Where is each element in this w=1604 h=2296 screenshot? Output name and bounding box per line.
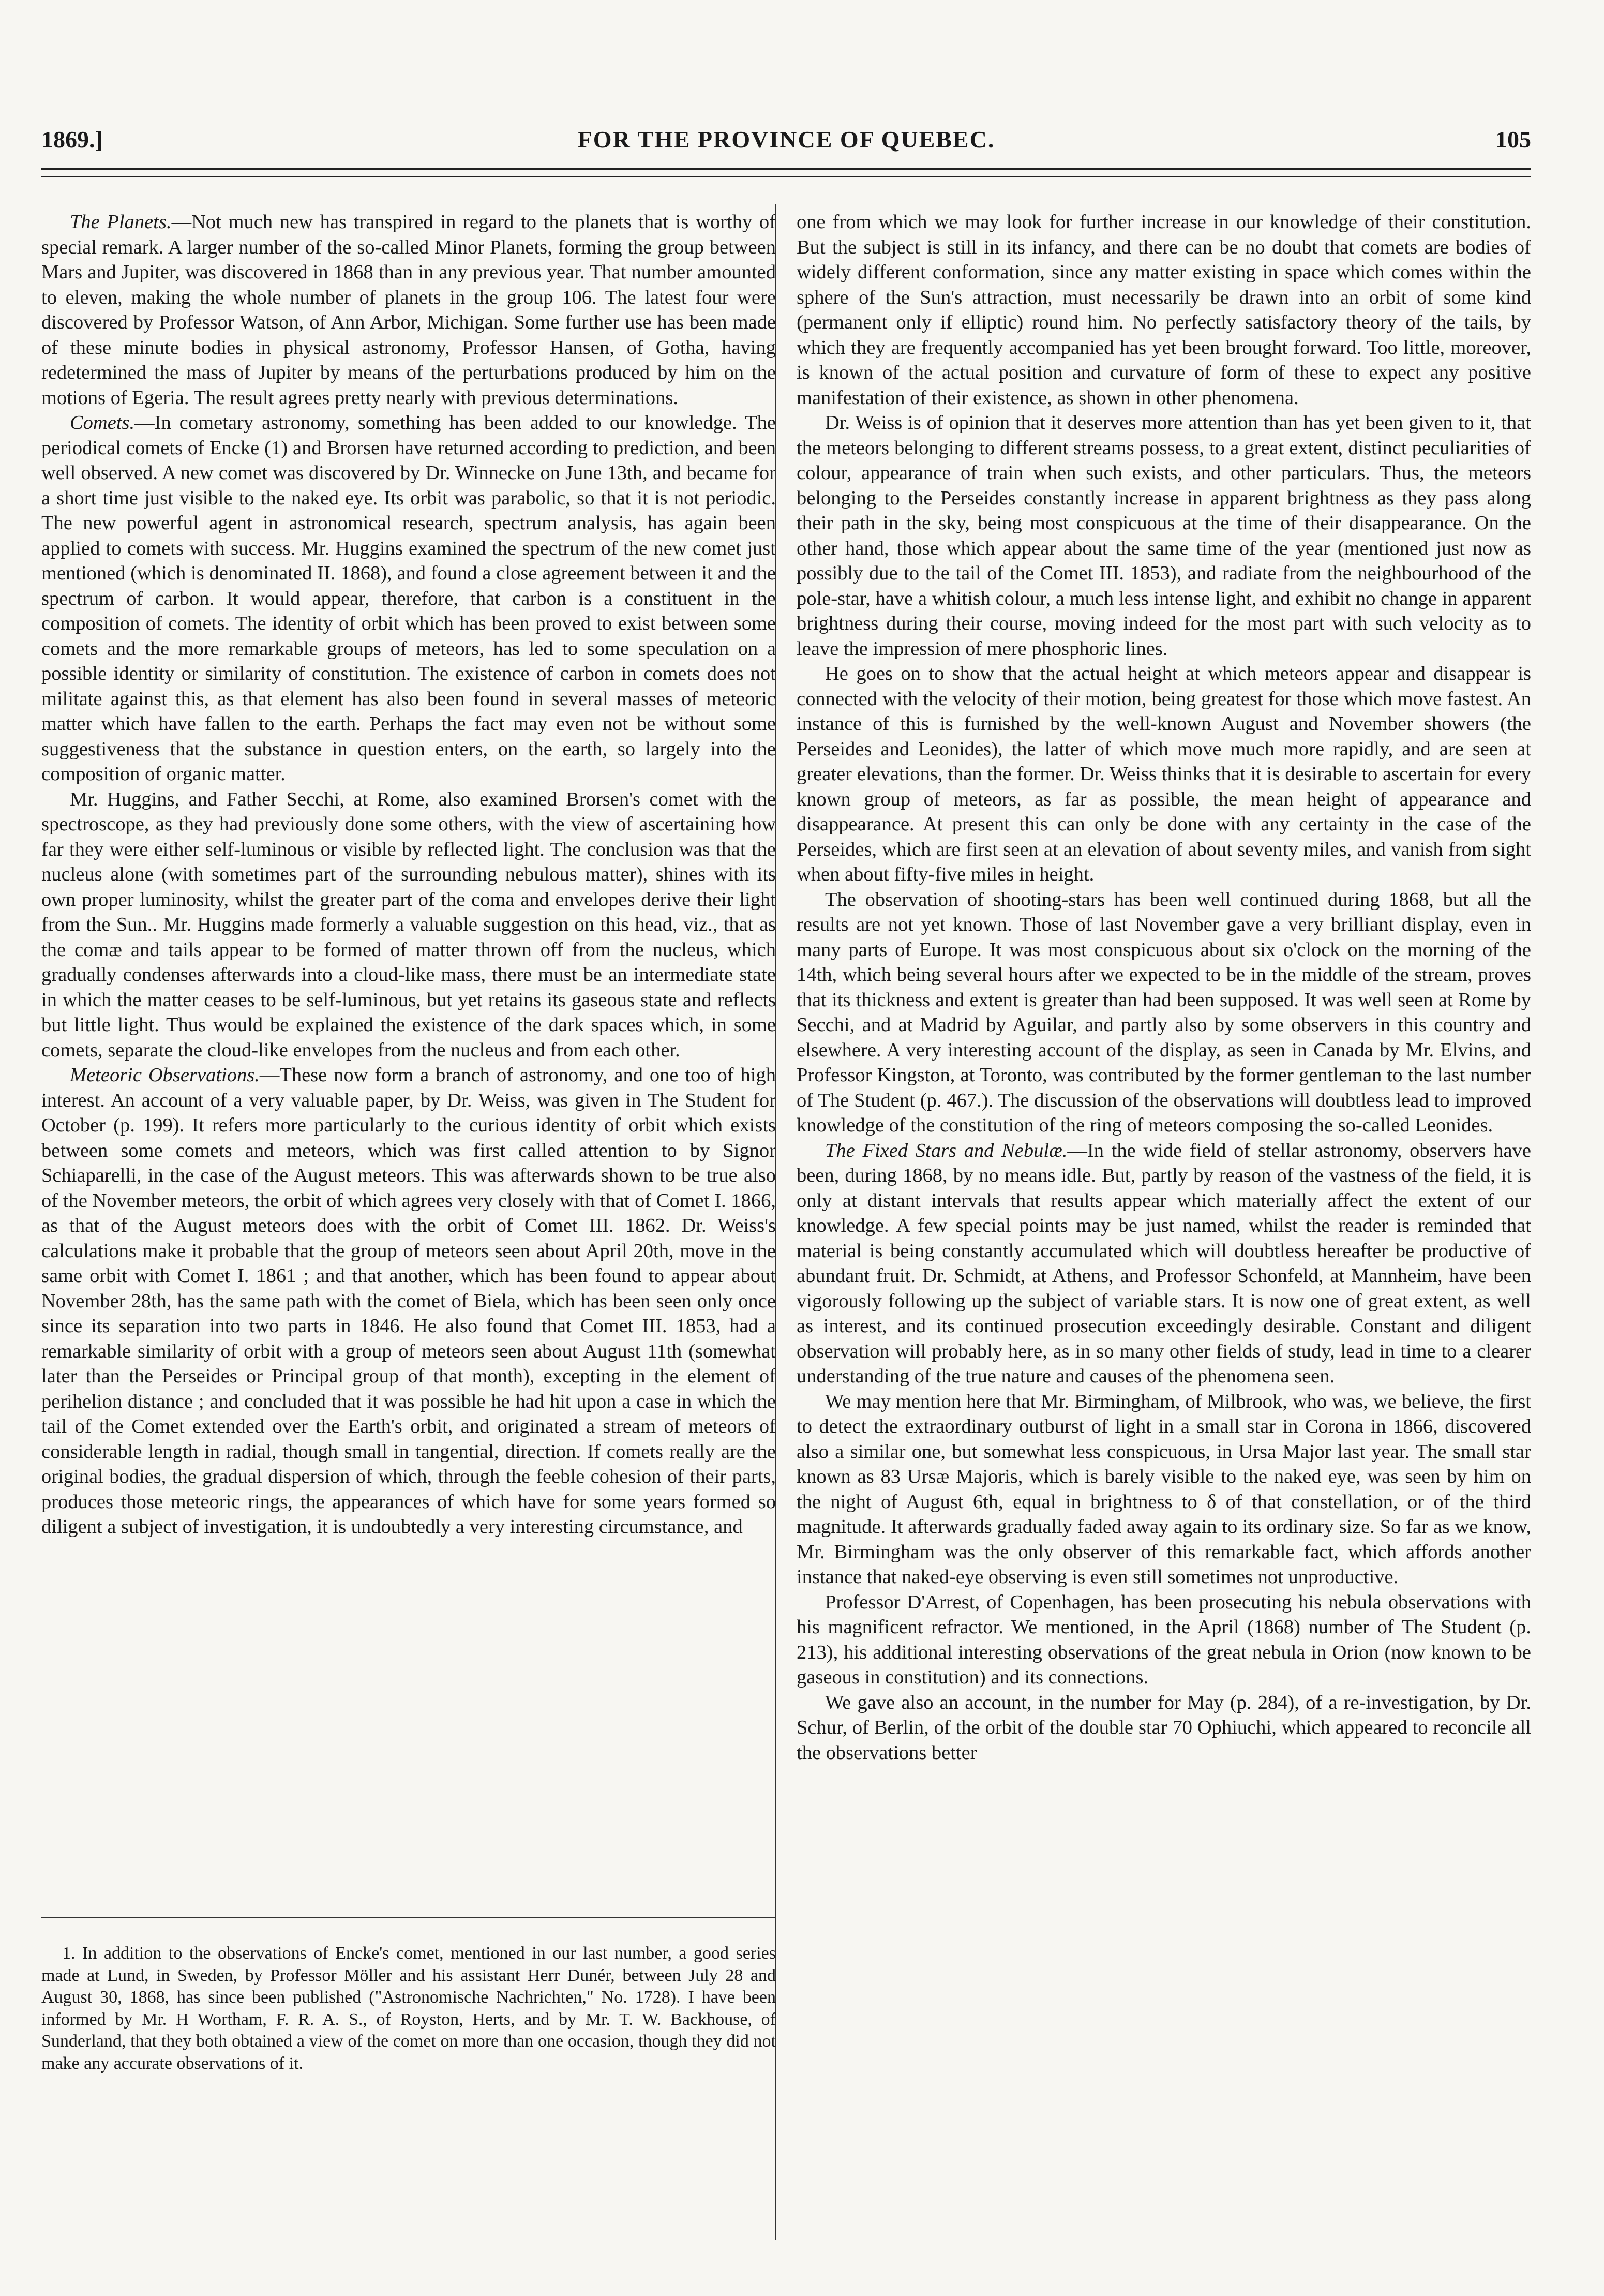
paragraph-text: We gave also an account, in the number for May (p. 284), of a re-investigation, by Dr. Schur, of Berlin, of the orbit of the double star 70 Ophiuchi, which appeared to reconcile all the observations better: [797, 1691, 1531, 1764]
paragraph-text: —These now form a branch of astronomy, and one too of high interest. An account of a very valuable paper, by Dr. Weiss, was given in The Student for October (p. 199). It refers more particularly to the curious identity of orbit which exists between some comets and meteors, which was first called attention to by Signor Schiaparelli, in the case of the August meteors. This was afterwards shown to be true also of the November meteors, the orbit of which agrees very closely with that of Comet I. 1866, as that of the August meteors does with the orbit of Comet III. 1862. Dr. Weiss's calculations make it probable that the group of meteors seen about April 20th, move in the same orbit with Comet I. 1861 ; and that another, which has been found to appear about November 28th, has the same path with the comet of Biela, which has been seen only once since its separation into two parts in 1846. He also found that Comet III. 1853, had a remarkable similarity of orbit with a group of meteors seen about August 11th (somewhat later than the Perseides or Principal group of that month), excepting in the element of perihelion distance ; and concluded that it was possible he had hit upon a case in which the tail of the Comet extended over the Earth's orbit, and originated a stream of meteors of considerable length in radial, though small in tangential, direction. If comets really are the original bodies, the gradual dispersion of which, through the feeble cohesion of their parts, produces those meteoric rings, the appearances of which have for some years formed so diligent a subject of investigation, it is undoubtedly a very interesting circumstance, and: [41, 1064, 776, 1538]
column-divider: [775, 204, 776, 2240]
paragraph-text: The observation of shooting-stars has been well continued during 1868, but all the results are not yet known. Those of last November gave a very brilliant display, even in many parts of Europe. It was most conspicuous about six o'clock on the morning of the 14th, which being several hours after we expected to be in the middle of the stream, proves that its thickness and extent is greater than had been supposed. It was well seen at Rome by Secchi, and at Madrid by Aguilar, and partly also by some observers in this country and elsewhere. A very interesting account of the display, as seen in Canada by Mr. Elvins, and Professor Kingston, at Toronto, was contributed by the former gentleman to the last number of The Student (p. 467.). The discussion of the observations will doubtless lead to improved knowledge of the constitution of the ring of meteors composing the so-called Leonides.: [797, 888, 1531, 1136]
section-heading-planets: The Planets.: [70, 211, 172, 233]
paragraph-continuation: [797, 210, 1531, 410]
paragraph-text: Mr. Huggins, and Father Secchi, at Rome, also examined Brorsen's comet with the spectroscope, as they had previously done some others, with the view of ascertaining how far they were either self-luminous or visible by reflected light. The conclusion was that the nucleus alone (with sometimes part of the surrounding nebulous matter), shines with its own proper luminosity, whilst the greater part of the coma and envelopes derive their light from the Sun.. Mr. Huggins made formerly a valuable suggestion on this head, viz., that as the comæ and tails appear to be formed of matter thrown off from the nucleus, which gradually condenses afterwards into a cloud-like mass, there must be an intermediate state in which the matter ceases to be self-luminous, but yet retains its gaseous state and reflects but little light. Thus would be explained the existence of the dark spaces which, in some comets, separate the cloud-like envelopes from the nucleus and from each other.: [41, 788, 776, 1061]
paragraph-huggins-secchi: [41, 787, 776, 1063]
paragraph-weiss-colour: [797, 410, 1531, 661]
paragraph-comets: [41, 410, 776, 787]
paragraph-text: one from which we may look for further increase in our knowledge of their constitution. But the subject is still in its infancy, and there can be no doubt that comets are bodies of widely different conformation, since any matter existing in space which comes within the sphere of the Sun's attraction, must necessarily be drawn into an orbit of some kind (permanent only if elliptic) round him. No perfectly satisfactory theory of the tails, by which they are frequently accompanied has yet been brought forward. Too little, moreover, is known of the actual position and curvature of form of these to expect any positive manifestation of their existence, as shown in other phenomena.: [797, 211, 1531, 409]
page-number: 105: [1495, 126, 1531, 153]
paragraph-planets: [41, 210, 776, 410]
paragraph-text: —In the wide field of stellar astronomy, observers have been, during 1868, by no means idle. But, partly by reason of the vastness of the field, it is only at distant intervals that results appear which materially affect the extent of our knowledge. A few special points may be just named, whilst the reader is reminded that material is being constantly accumulated which will doubtless hereafter be productive of abundant fruit. Dr. Schmidt, at Athens, and Professor Schonfeld, at Mannheim, have been vigorously following up the subject of variable stars. It is now one of great extent, as well as interest, and its continued prosecution exceedingly desirable. Constant and diligent observation will probably here, as in so many other fields of study, lead in time to a clearer understanding of the true nature and causes of the phenomena seen.: [797, 1139, 1531, 1387]
section-heading-fixed-stars: The Fixed Stars and Nebulæ.: [825, 1139, 1068, 1161]
header-rule-bottom: [41, 176, 1531, 177]
paragraph-text: —Not much new has transpired in regard to the planets that is worthy of special remark. A larger number of the so-called Minor Planets, forming the group between Mars and Jupiter, was discovered in 1868 than in any previous year. That number amounted to eleven, making the whole number of planets in the group 106. The latest four were discovered by Professor Watson, of Ann Arbor, Michigan. Some further use has been made of these minute bodies in physical astronomy, Professor Hansen, of Gotha, having redetermined the mass of Jupiter by means of the perturbations produced by him on the motions of Egeria. The result agrees pretty nearly with previous determinations.: [41, 211, 776, 409]
footnote-text: 1. In addition to the observations of Encke's comet, mentioned in our last number, a good series made at Lund, in Sweden, by Professor Möller and his assistant Herr Dunér, between July 28 and August 30, 1868, has since been published ("Astronomische Nachrichten," No. 1728). I have been informed by Mr. H Wortham, F. R. A. S., of Royston, Herts, and by Mr. T. W. Backhouse, of Sunderland, that they both obtained a view of the comet on more than one occasion, though they did not make any accurate observations of it.: [41, 1944, 776, 2073]
footnote-rule: [41, 1917, 776, 1918]
paragraph-text: Dr. Weiss is of opinion that it deserves more attention than has yet been given to it, that the meteors belonging to different streams possess, to a great extent, distinct peculiarities of colour, appearance of train when such exists, and other particulars. Thus, the meteors belonging to the Perseides constantly increase in apparent brightness as they pass along their path in the sky, being most conspicuous at the time of their disappearance. On the other hand, those which appear about the same time of the year (mentioned just now as possibly due to the tail of the Comet III. 1853), and radiate from the neighbourhood of the pole-star, have a whitish colour, a much less intense light, and exhibit no change in apparent brightness during their course, moving indeed for the most part with such velocity as to leave the impression of mere phosphoric lines.: [797, 412, 1531, 660]
header-title: FOR THE PROVINCE OF QUEBEC.: [577, 126, 995, 153]
paragraph-fixed-stars: [797, 1138, 1531, 1389]
header-rule-top: [41, 168, 1531, 170]
paragraph-meteor-height: [797, 661, 1531, 887]
paragraph-birmingham: [797, 1389, 1531, 1590]
paragraph-text: Professor D'Arrest, of Copenhagen, has been prosecuting his nebula observations with his magnificent refractor. We mentioned, in the April (1868) number of The Student (p. 213), his additional interesting observations of the great nebula in Orion (now known to be gaseous in constitution) and its connections.: [797, 1591, 1531, 1688]
paragraph-schur: [797, 1690, 1531, 1766]
paragraph-text: We may mention here that Mr. Birmingham, of Milbrook, who was, we believe, the first to detect the extraordinary outburst of light in a small star in Corona in 1866, discovered also a similar one, but somewhat less conspicuous, in Ursa Major last year. The small star known as 83 Ursæ Majoris, which is barely visible to the naked eye, was seen by him on the night of August 6th, equal in brightness to δ of that constellation, or of the third magnitude. It afterwards gradually faded away again to its ordinary size. So far as we know, Mr. Birmingham was the only observer of this remarkable fact, which affords another instance that naked-eye observing is even still sometimes not unproductive.: [797, 1390, 1531, 1588]
paragraph-darrest: [797, 1590, 1531, 1690]
left-column: [41, 210, 776, 1540]
paragraph-shooting-stars: [797, 887, 1531, 1138]
section-heading-comets: Comets.: [70, 412, 135, 434]
footnote: [41, 1943, 776, 2075]
header-year: 1869.]: [41, 126, 103, 153]
paragraph-text: —In cometary astronomy, something has been added to our knowledge. The periodical comets of Encke (1) and Brorsen have returned according to prediction, and been well observed. A new comet was discovered by Dr. Winnecke on June 13th, and became for a short time just visible to the naked eye. Its orbit was parabolic, so that it is not periodic. The new powerful agent in astronomical research, spectrum analysis, has again been applied to comets with success. Mr. Huggins examined the spectrum of the new comet just mentioned (which is denominated II. 1868), and found a close agreement between it and the spectrum of carbon. It would appear, therefore, that carbon is a constituent in the composition of comets. The identity of orbit which has been proved to exist between some comets and the more remarkable groups of meteors, has led to some speculation on a possible identity or similarity of constitution. The existence of carbon in comets does not militate against this, as that element has also been found in several masses of meteoric matter which have fallen to the earth. Perhaps the fact may even not be without some suggestiveness that the substance in question enters, on the earth, so largely into the composition of organic matter.: [41, 412, 776, 785]
running-head: [41, 124, 1531, 155]
section-heading-meteoric: Meteoric Observations.: [70, 1064, 260, 1086]
paragraph-meteoric-observations: [41, 1063, 776, 1540]
right-column: [797, 210, 1531, 1765]
paragraph-text: He goes on to show that the actual height at which meteors appear and disappear is connected with the velocity of their motion, being greatest for those which move fastest. An instance of this is furnished by the well-known August and November showers (the Perseides and Leonides), the latter of which move much more rapidly, and are seen at greater elevations, than the former. Dr. Weiss thinks that it is desirable to ascertain for every known group of meteors, as far as possible, the mean height of appearance and disappearance. At present this can only be done with any certainty in the case of the Perseides, which are first seen at an elevation of about seventy miles, and vanish from sight when about fifty-five miles in height.: [797, 663, 1531, 885]
